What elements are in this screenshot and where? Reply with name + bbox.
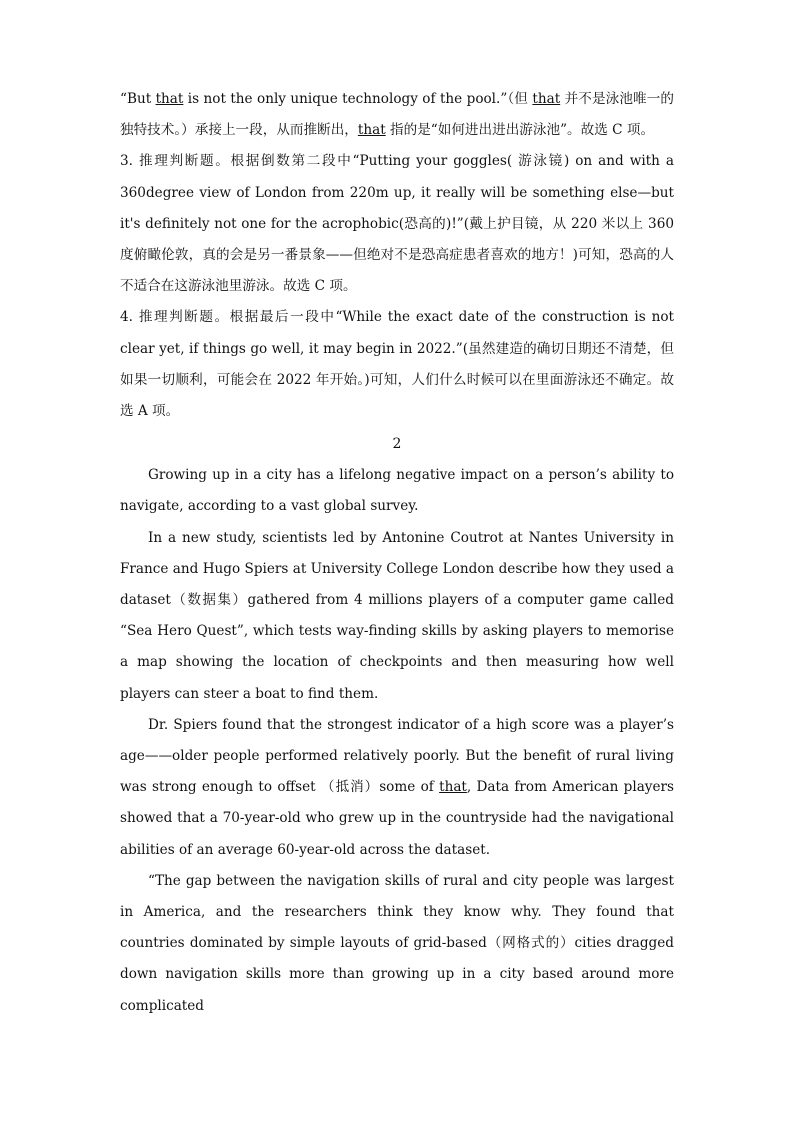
answer-paragraph-4: 4. 推理判断题。根据最后一段中“While the exact date of the construction is not clear yet, if things go well, it may begin in 2022.”(虽然建造的确切日期还不清楚，但如果一切顺利，可能会在 2022 年开始。)可知，人们什么时候可以在里面游泳还不确定。故选 A 项。 bbox=[120, 309, 674, 420]
section-number: 2 bbox=[392, 436, 402, 453]
document-page bbox=[120, 84, 674, 1022]
text-run: , Data from American players showed that a 70-year-old who grew up in the countryside had the navigational abilities of an average 60-year-old across the dataset. bbox=[120, 779, 675, 858]
passage-paragraph-2: In a new study, scientists led by Antonine Coutrot at Nantes University in France and Hugo Spiers at University College London describe how they used a dataset（数据集）gathered from 4 millions players of a computer game called “Sea Hero Quest”, which tests way-finding skills by asking players to memorise a map showing the location of checkpoints and then measuring how well players can steer a boat to find them. bbox=[120, 529, 674, 702]
underlined-that: that bbox=[532, 91, 561, 107]
answer-paragraph-2 bbox=[120, 84, 674, 146]
underlined-that: that bbox=[357, 122, 386, 139]
text-run: Dr. Spiers found that the strongest indicator of a high score was a player’s age——older people performed relatively poorly. But the benefit of rural living was strong enough to offset （抵消）some of bbox=[120, 716, 674, 796]
text-run: is not the only unique technology of the pool.”（但 bbox=[183, 91, 533, 107]
answer-paragraph-3: 3. 推理判断题。根据倒数第二段中“Putting your goggles( 游泳镜) on and with a 360degree view of London from 220m up, it really will be something else—but it's definitely not one for the acrophobic(恐高的)!”(戴上护目镜，从 220 米以上 360 度俯瞰伦敦，真的会是另一番景象——但绝对不是恐高症患者喜欢的地方！)可知，恐高的人不适合在这游泳池里游泳。故选 C 项。 bbox=[120, 153, 674, 295]
underlined-that: that bbox=[439, 779, 467, 796]
underlined-that: that bbox=[155, 91, 184, 107]
passage-paragraph-4: “The gap between the navigation skills of rural and city people was largest in America, and the researchers think they know why. They found that countries dominated by simple layouts of grid-based（网格式的）cities dragged down navigation skills more than growing up in a city based around more complicated bbox=[120, 872, 674, 1014]
text-run: 并不是泳池唯一的独特技术。）承接上一段，从而推断出， bbox=[120, 91, 674, 139]
text-run: 指的是“如何进出进出游泳池”。故选 C 项。 bbox=[385, 122, 655, 139]
passage-paragraph-3 bbox=[120, 710, 674, 866]
text-run: “But bbox=[120, 91, 156, 107]
passage-paragraph-1: Growing up in a city has a lifelong negative impact on a person’s ability to navigate, according to a vast global survey. bbox=[120, 467, 674, 515]
